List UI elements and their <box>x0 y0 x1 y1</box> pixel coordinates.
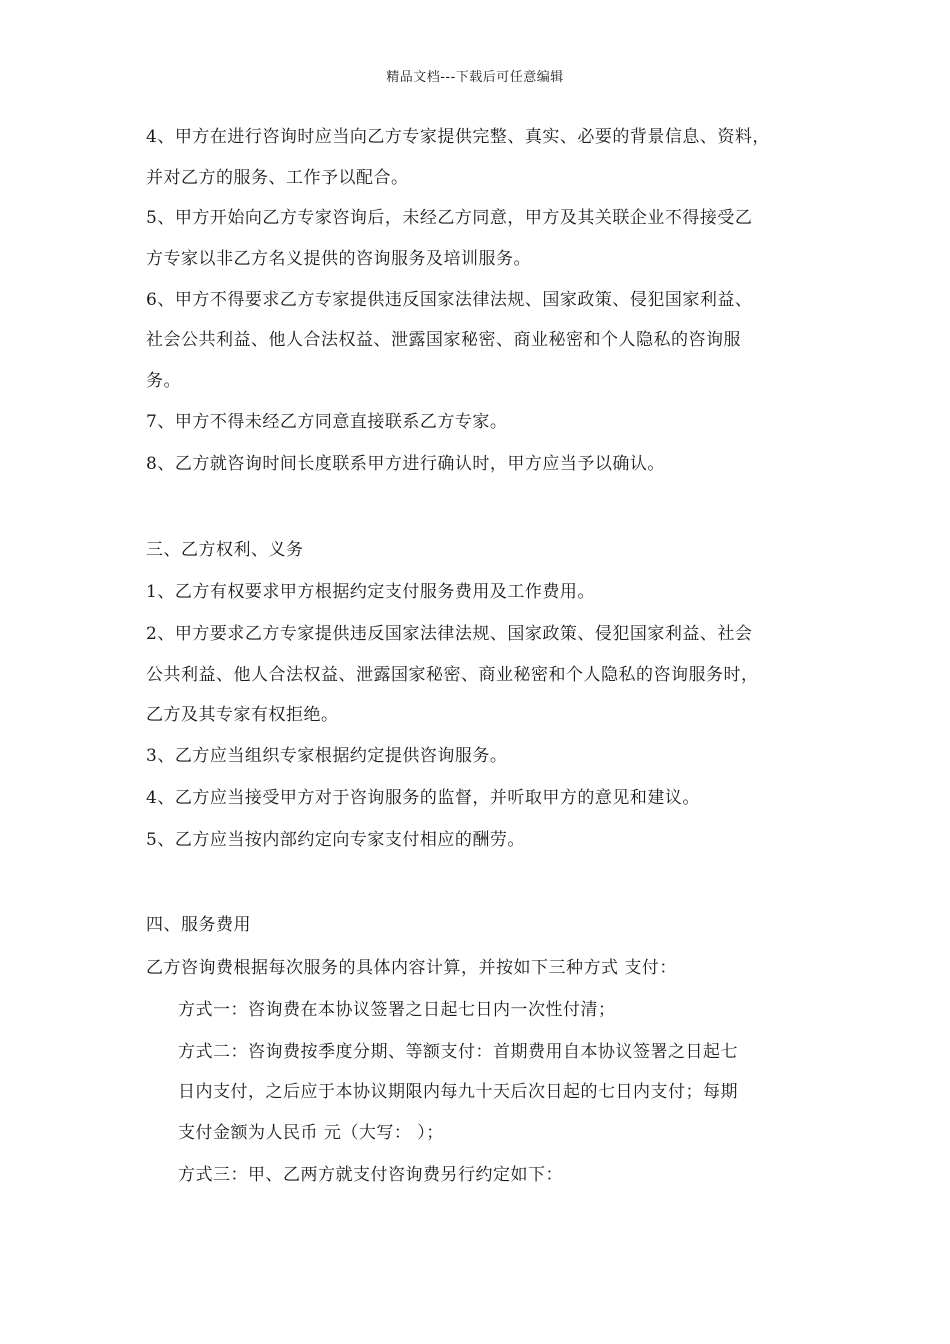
payment-option-line: 支付金额为人民币 元（大写： ）； <box>178 1123 444 1143</box>
paragraph-line: 方专家以非乙方名义提供的咨询服务及培训服务。 <box>146 249 531 269</box>
payment-option-line: 方式三：甲、乙两方就支付咨询费另行约定如下： <box>178 1165 563 1185</box>
paragraph-line: 7、甲方不得未经乙方同意直接联系乙方专家。 <box>146 412 508 432</box>
paragraph-line: 1、乙方有权要求甲方根据约定支付服务费用及工作费用。 <box>146 582 595 602</box>
paragraph-line: 2、甲方要求乙方专家提供违反国家法律法规、国家政策、侵犯国家利益、社会 <box>146 624 753 644</box>
paragraph-line: 乙方咨询费根据每次服务的具体内容计算，并按如下三种方式 支付： <box>146 958 677 978</box>
paragraph-line: 并对乙方的服务、工作予以配合。 <box>146 168 409 188</box>
section-heading: 三、乙方权利、义务 <box>146 540 304 560</box>
paragraph-line: 5、甲方开始向乙方专家咨询后，未经乙方同意，甲方及其关联企业不得接受乙 <box>146 208 753 228</box>
paragraph-line: 3、乙方应当组织专家根据约定提供咨询服务。 <box>146 746 508 766</box>
paragraph-line: 8、乙方就咨询时间长度联系甲方进行确认时，甲方应当予以确认。 <box>146 454 665 474</box>
paragraph-line: 6、甲方不得要求乙方专家提供违反国家法律法规、国家政策、侵犯国家利益、 <box>146 290 753 310</box>
paragraph-line: 务。 <box>146 371 181 391</box>
page-header: 精品文档---下载后可任意编辑 <box>386 70 564 85</box>
payment-option-line: 方式一：咨询费在本协议签署之日起七日内一次性付清； <box>178 1000 616 1020</box>
payment-option-line: 日内支付，之后应于本协议期限内每九十天后次日起的七日内支付；每期 <box>178 1082 738 1102</box>
paragraph-line: 公共利益、他人合法权益、泄露国家秘密、商业秘密和个人隐私的咨询服务时， <box>146 665 759 685</box>
section-heading: 四、服务费用 <box>146 915 251 935</box>
paragraph-line: 乙方及其专家有权拒绝。 <box>146 705 339 725</box>
paragraph-line: 4、甲方在进行咨询时应当向乙方专家提供完整、真实、必要的背景信息、资料， <box>146 127 770 147</box>
paragraph-line: 社会公共利益、他人合法权益、泄露国家秘密、商业秘密和个人隐私的咨询服 <box>146 330 741 350</box>
paragraph-line: 5、乙方应当按内部约定向专家支付相应的酬劳。 <box>146 830 525 850</box>
paragraph-line: 4、乙方应当接受甲方对于咨询服务的监督，并听取甲方的意见和建议。 <box>146 788 700 808</box>
payment-option-line: 方式二：咨询费按季度分期、等额支付：首期费用自本协议签署之日起七 <box>178 1042 738 1062</box>
